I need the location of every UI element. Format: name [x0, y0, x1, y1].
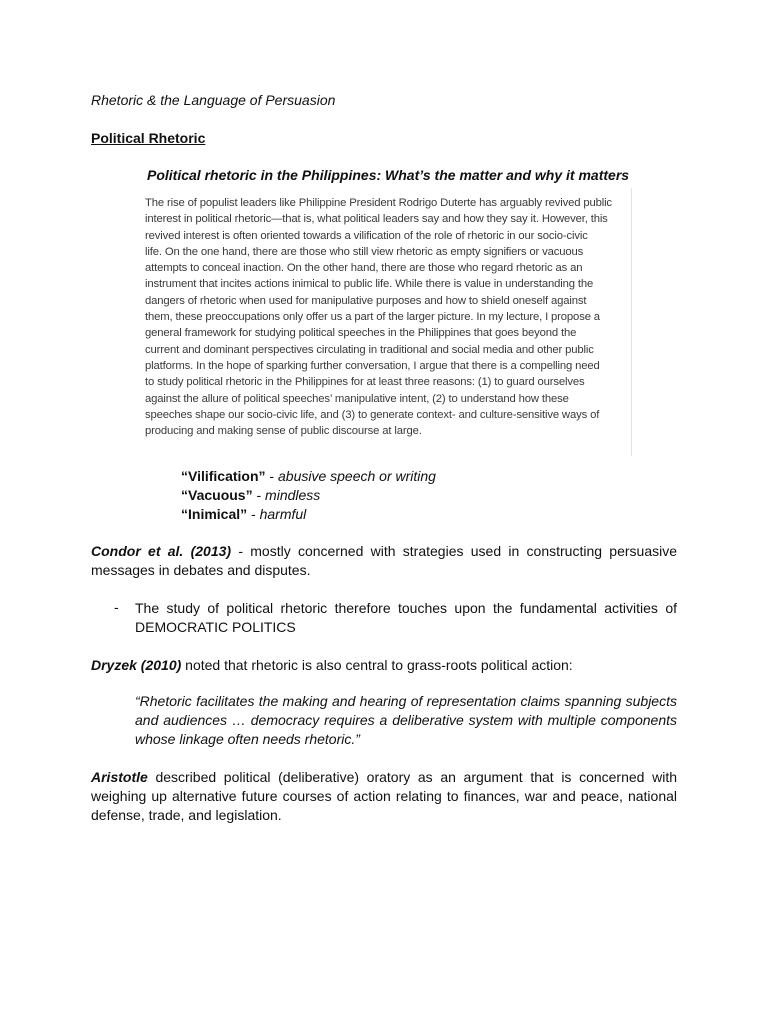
dryzek-paragraph [91, 656, 677, 675]
definition-term: “Inimical” [181, 506, 248, 522]
excerpt-line: to study political rhetoric in the Philippines for at least three reasons: (1) to guard ourselves [145, 376, 585, 389]
abstract-excerpt-text [145, 195, 625, 439]
quote-line: whose linkage often needs rhetoric.” [135, 731, 360, 747]
excerpt-line: producing and making sense of public discourse at large. [145, 425, 422, 438]
definition-term: “Vilification” [181, 468, 266, 484]
excerpt-line: revived interest is often oriented towards a vilification of the role of rhetoric in our socio-civic [145, 229, 588, 242]
definition-separator: - [265, 468, 278, 484]
bullet-item [135, 599, 677, 637]
definition-meaning: mindless [265, 487, 321, 503]
excerpt-line: life. On the one hand, there are those who still view rhetoric as empty signifiers or vacuous [145, 245, 584, 258]
excerpt-line: dangers of rhetoric when used for manipulative purposes and how to shield oneself against [145, 294, 587, 307]
quote-line: “Rhetoric facilitates the making and hearing of representation claims spanning subjects [135, 693, 677, 709]
excerpt-line: instrument that incites actions inimical to public life. While there is value in understanding the [145, 278, 594, 291]
paragraph-line: weighing up alternative future courses of action relating to finances, war and peace, national [91, 788, 677, 804]
excerpt-line: them, these preoccupations only offer us a part of the larger picture. In my lecture, I propose a [145, 311, 600, 324]
section-heading: Political Rhetoric [91, 130, 206, 146]
citation-condor: Condor et al. (2013) [91, 543, 232, 559]
aristotle-paragraph [91, 768, 677, 825]
paragraph-text: - mostly concerned with strategies used in constructing persuasive [231, 543, 678, 559]
excerpt-line: interest in political rhetoric—that is, what political leaders say and how they say it. However, this [145, 213, 608, 226]
definition-list [181, 467, 436, 524]
bullet-line: DEMOCRATIC POLITICS [135, 619, 296, 635]
definition-meaning: abusive speech or writing [278, 468, 436, 484]
abstract-excerpt-image [135, 188, 632, 456]
article-title: Political rhetoric in the Philippines: What’s the matter and why it matters [147, 167, 630, 183]
definition-meaning: harmful [259, 506, 307, 522]
excerpt-line: speeches shape our socio-civic life, and (3) to generate context- and culture-sensitive ways of [145, 408, 600, 421]
excerpt-line: current and dominant perspectives circulating in traditional and social media and other public [145, 343, 594, 356]
paragraph-line [91, 768, 677, 787]
citation-aristotle: Aristotle [91, 769, 148, 785]
excerpt-line: attempts to conceal inaction. On the other hand, there are those who regard rhetoric as an [145, 262, 583, 275]
citation-dryzek: Dryzek (2010) [91, 657, 182, 673]
definition-term: “Vacuous” [181, 487, 253, 503]
definition-item [181, 505, 436, 524]
excerpt-line: The rise of populist leaders like Philippine President Rodrigo Duterte has arguably revived public [145, 197, 612, 209]
document-title: Rhetoric & the Language of Persuasion [91, 92, 336, 108]
paragraph-line [91, 542, 677, 561]
bullet-line: The study of political rhetoric therefore touches upon the fundamental activities of [135, 600, 677, 616]
paragraph-line: defense, trade, and legislation. [91, 807, 282, 823]
block-quote [135, 692, 677, 749]
paragraph-text: described political (deliberative) oratory as an argument that is concerned with [147, 769, 677, 785]
paragraph-line: messages in debates and disputes. [91, 562, 311, 578]
definition-item [181, 467, 436, 486]
definition-item [181, 486, 436, 505]
excerpt-line: platforms. In the hope of sparking further conversation, I argue that there is a compelling need [145, 359, 600, 372]
bullet-dash: - [114, 599, 119, 615]
quote-line: and audiences … democracy requires a deliberative system with multiple components [135, 712, 677, 728]
excerpt-line: against the allure of political speeches’ manipulative intent, (2) to understand how these [145, 392, 569, 405]
condor-paragraph [91, 542, 677, 580]
definition-separator: - [252, 487, 266, 503]
paragraph-text: noted that rhetoric is also central to grass-roots political action: [181, 657, 573, 673]
excerpt-line: general framework for studying political speeches in the Philippines that goes beyond the [145, 327, 577, 340]
definition-separator: - [247, 506, 260, 522]
